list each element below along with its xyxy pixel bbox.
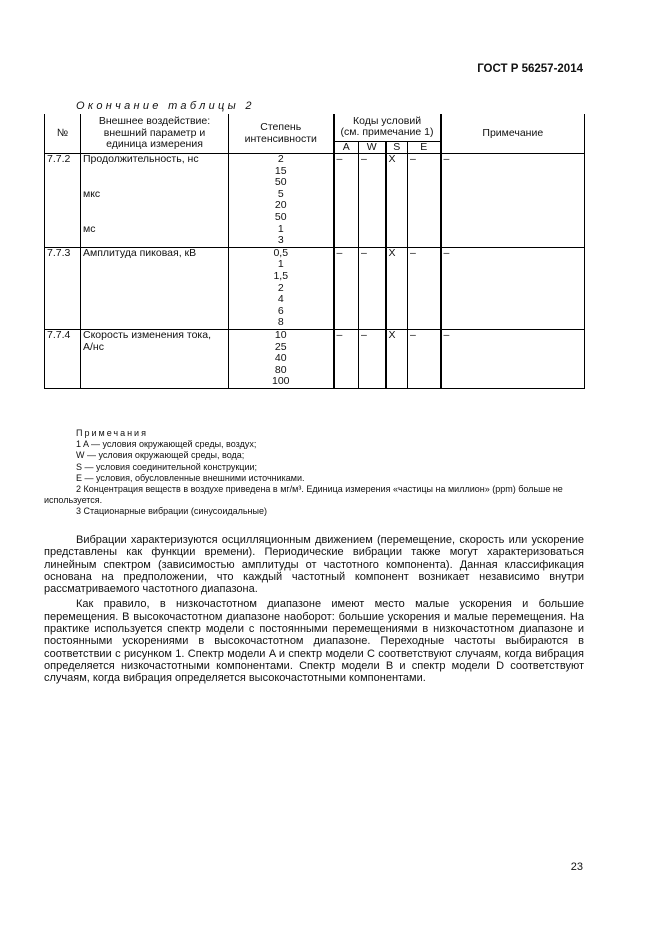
body-text bbox=[44, 534, 584, 688]
row-note bbox=[441, 330, 585, 389]
code-w-value: – bbox=[361, 246, 367, 259]
note-value: – bbox=[443, 153, 450, 166]
paragraph: Как правило, в низкочастотном диапазоне имеют место малые ускорения и большие перемещения. В высокочастотном диапазоне наоборот: большие ускорения и малые перемещения. На практике используется спектр модели с постоянными перемещениями в низкочастотном диапазоне и постоянными ускорениями в высокочастотном диапазоне. Переходные частоты выбираются в соответствии с рисунком 1. Спектр модели A и спектр модели C соответствуют случаям, когда вибрация определяется низкочастотными компонентами. Спектр модели B и спектр модели D соответствуют случаям, когда вибрация определяется высокочастотными компонентами. bbox=[44, 598, 584, 685]
code-s bbox=[386, 330, 408, 389]
row-num bbox=[45, 330, 81, 389]
code-a-value: – bbox=[336, 246, 343, 259]
header-codes bbox=[334, 114, 441, 141]
header-param-line: Внешнее воздействие: bbox=[98, 115, 211, 128]
table-row bbox=[45, 154, 585, 248]
degree-value: 80 bbox=[274, 363, 287, 376]
code-w bbox=[359, 247, 386, 329]
header-degree-line: интенсивности bbox=[244, 132, 317, 145]
row-num-text: 7.7.3 bbox=[47, 246, 71, 259]
code-e bbox=[408, 154, 441, 248]
note-value: – bbox=[443, 246, 450, 259]
row-degree bbox=[229, 330, 334, 389]
header-code-a: A bbox=[334, 141, 359, 154]
degree-value: 50 bbox=[274, 211, 287, 224]
degree-value: 4 bbox=[277, 293, 284, 306]
degree-value: 100 bbox=[271, 375, 290, 388]
row-degree bbox=[229, 247, 334, 329]
param-line: Скорость изменения тока, bbox=[83, 329, 212, 341]
degree-value: 20 bbox=[274, 199, 287, 212]
code-e bbox=[408, 330, 441, 389]
code-w-value: – bbox=[361, 153, 367, 166]
note-value: – bbox=[443, 329, 450, 341]
param-line: Амплитуда пиковая, кВ bbox=[83, 246, 197, 259]
note-line: S — условия соединительной конструкции; bbox=[76, 461, 257, 472]
param-line: А/нс bbox=[83, 340, 104, 353]
header-num: № bbox=[45, 114, 81, 154]
notes-title: Примечания bbox=[76, 428, 148, 438]
row-num bbox=[45, 154, 81, 248]
header-param-line: внешний параметр и bbox=[103, 126, 206, 139]
header-degree-line: Степень bbox=[260, 120, 302, 133]
row-num bbox=[45, 247, 81, 329]
table-notes bbox=[44, 428, 584, 518]
degree-value: 25 bbox=[274, 340, 287, 353]
degree-value: 15 bbox=[274, 164, 287, 177]
param-line bbox=[83, 200, 226, 212]
param-line bbox=[83, 212, 226, 224]
table-caption: Окончание таблицы 2 bbox=[76, 100, 255, 112]
degree-value: 0,5 bbox=[273, 246, 289, 259]
standard-number: ГОСТ Р 56257-2014 bbox=[477, 63, 583, 75]
code-w-value: – bbox=[361, 329, 367, 341]
param-line bbox=[83, 177, 226, 189]
header-param bbox=[81, 114, 229, 154]
param-line: Продолжительность, нс bbox=[83, 153, 199, 166]
code-a bbox=[334, 247, 359, 329]
param-line: мкс bbox=[83, 187, 101, 200]
degree-value: 3 bbox=[277, 234, 284, 247]
header-code-w: W bbox=[359, 141, 386, 154]
degree-value: 6 bbox=[277, 304, 284, 317]
code-s-value: X bbox=[388, 246, 396, 259]
note-line: 3 Стационарные вибрации (синусоидальные) bbox=[76, 506, 267, 517]
code-a bbox=[334, 154, 359, 248]
degree-value: 1,5 bbox=[273, 270, 289, 283]
degree-value: 1 bbox=[277, 258, 284, 271]
code-w bbox=[359, 154, 386, 248]
row-num-text: 7.7.4 bbox=[47, 329, 71, 341]
paragraph: Вибрации характеризуются осцилляционным движением (перемещение, скорость или ускорение представлены как функции времени). Периодические вибрации также могут характеризоваться линейным спектром (зависимостью амплитуды от частотного компонента). Данная классификация основана на предположении, что каждый частотный компонент возникает независимо внутри рассматриваемого частотного диапазона. bbox=[44, 534, 584, 596]
code-e-value: – bbox=[410, 246, 416, 259]
header-codes-line: (см. примечание 1) bbox=[340, 126, 434, 139]
degree-value: 2 bbox=[277, 153, 284, 166]
code-a bbox=[334, 330, 359, 389]
note-line: 1 A — условия окружающей среды, воздух; bbox=[76, 439, 257, 450]
code-s-value: X bbox=[388, 329, 396, 341]
code-e bbox=[408, 247, 441, 329]
table-row bbox=[45, 247, 585, 329]
param-line bbox=[83, 235, 226, 247]
row-param bbox=[81, 247, 229, 329]
row-note bbox=[441, 154, 585, 248]
degree-value: 5 bbox=[277, 187, 284, 200]
degree-value: 8 bbox=[277, 316, 284, 329]
param-line bbox=[83, 166, 226, 178]
note-line: E — условия, обусловленные внешними источниками. bbox=[76, 472, 305, 483]
degree-value: 2 bbox=[277, 281, 284, 294]
code-s bbox=[386, 247, 408, 329]
row-param bbox=[81, 154, 229, 248]
row-note bbox=[441, 247, 585, 329]
header-code-s: S bbox=[386, 141, 408, 154]
conditions-table bbox=[44, 114, 585, 389]
code-e-value: – bbox=[410, 329, 416, 341]
code-w bbox=[359, 330, 386, 389]
degree-value: 1 bbox=[277, 222, 284, 235]
code-a-value: – bbox=[336, 329, 343, 341]
code-a-value: – bbox=[336, 153, 343, 166]
row-degree bbox=[229, 154, 334, 248]
param-line: мс bbox=[83, 222, 96, 235]
header-param-line: единица измерения bbox=[106, 138, 203, 151]
header-code-e: E bbox=[408, 141, 441, 154]
code-s-value: X bbox=[388, 153, 396, 166]
header-degree bbox=[229, 114, 334, 154]
row-param bbox=[81, 330, 229, 389]
header-note: Примечание bbox=[441, 114, 585, 154]
note-line: W — условия окружающей среды, вода; bbox=[76, 450, 245, 461]
page-number: 23 bbox=[570, 861, 583, 873]
note-line: 2 Концентрация веществ в воздухе приведена в мг/м³. Единица измерения «частицы на миллион» (ppm) больше не используется. bbox=[44, 484, 563, 506]
degree-value: 50 bbox=[274, 176, 287, 189]
header-codes-line: Коды условий bbox=[352, 114, 422, 127]
code-e-value: – bbox=[410, 153, 416, 166]
degree-value: 10 bbox=[274, 329, 287, 341]
table-row bbox=[45, 330, 585, 389]
code-s bbox=[386, 154, 408, 248]
row-num-text: 7.7.2 bbox=[47, 153, 71, 166]
degree-value: 40 bbox=[274, 352, 287, 365]
